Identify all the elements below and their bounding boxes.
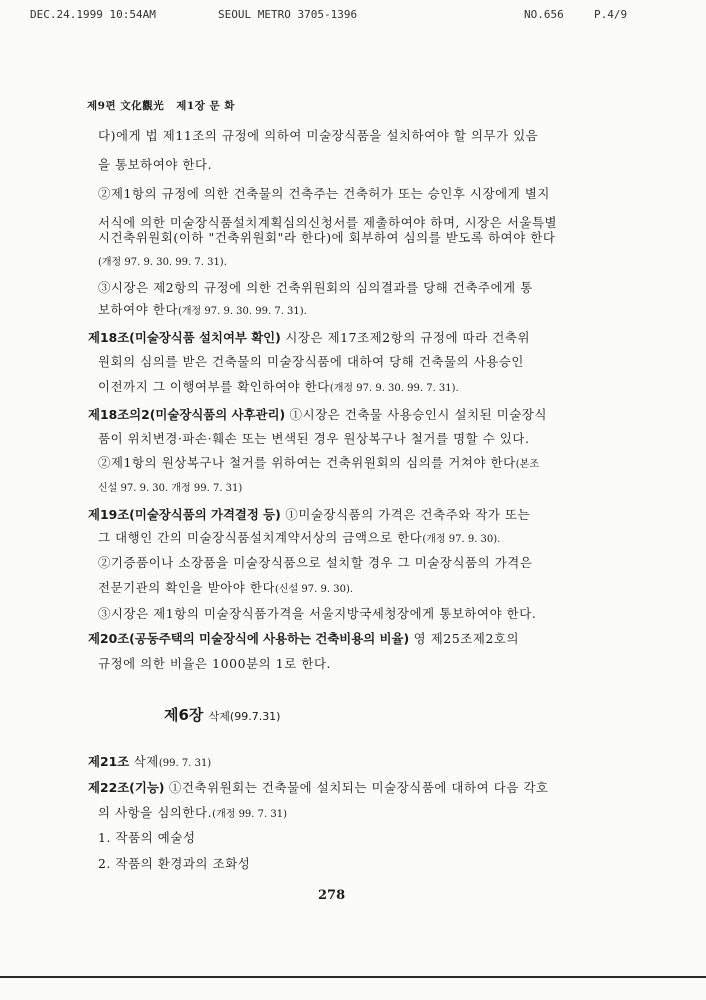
text-line [98,278,533,296]
line-text: ②기증품이나 소장품을 미술장식품으로 설치할 경우 그 미술장식품의 가격은 [98,555,533,570]
fax-number: NO.656 [524,8,564,21]
amendment-note: (개정 97. 9. 30. 99. 7. 31). [98,257,227,268]
article-heading: 제21조 [88,754,130,769]
amendment-note: (신설 97. 9. 30). [275,584,354,595]
text-line [98,126,538,144]
line-text: ①건축위원회는 건축물에 설치되는 미술장식품에 대하여 다음 각호 [164,780,549,795]
text-line [98,479,242,494]
line-text: 규정에 의한 비율은 1000분의 1로 한다. [98,656,332,671]
article-heading: 제22조(기능) [88,780,165,795]
article-21-line [88,752,211,770]
amendment-note: (개정 97. 9. 30. 99. 7. 31). [177,306,307,317]
page-number: 278 [318,888,346,903]
line-text: 원회의 심의를 받은 건축물의 미술장식품에 대하여 당해 건축물의 사용승인 [98,354,524,369]
chapter-note: 삭제(99.7.31) [208,710,281,723]
article-heading: 제18조(미술장식품 설치여부 확인) [88,330,281,345]
text-line [98,184,550,202]
running-head-chapter: 제1장 문 화 [176,100,235,112]
fax-page: P.4/9 [594,8,628,21]
text-line [98,228,555,246]
line-text: 영 제25조제2호의 [409,631,520,646]
amendment-note: (99. 7. 31) [158,758,212,769]
line-text: 전문기관의 확인을 받아야 한다 [98,580,276,595]
line-text: ①미술장식품의 가격은 건축주와 작가 또는 [280,507,531,522]
text-line [98,553,532,571]
text-line [98,604,536,622]
bottom-rule [0,976,706,978]
text-line [98,578,353,596]
article-22-line [88,778,549,796]
text-line [98,528,500,546]
running-head-part: 제9편 文化觀光 [87,100,165,112]
text-line [98,803,287,821]
amendment-note: (본조 [515,459,539,470]
line-text: 을 통보하여야 한다. [98,157,213,172]
text-line [98,300,307,318]
amendment-note: 신설 97. 9. 30. 개정 99. 7. 31) [98,483,243,494]
text-line [98,429,530,447]
text-line [98,253,227,268]
fax-date-time: DEC.24.1999 10:54AM [30,8,156,21]
text-line [98,654,331,672]
text-line [98,352,524,370]
amendment-note: (개정 99. 7. 31) [212,809,287,820]
chapter-title: 제6장 [164,706,204,724]
line-text: 이전까지 그 이행여부를 확인하여야 한다 [98,379,330,394]
line-text: ③시장은 제1항의 미술장식품가격을 서울지방국세청장에게 통보하여야 한다. [98,606,537,621]
fax-sender: SEOUL METRO 3705-1396 [218,8,358,21]
line-text: 1. 작품의 예술성 [98,830,196,845]
line-text: 2. 작품의 환경과의 조화성 [98,856,251,871]
text-line [98,155,212,173]
running-head [87,98,235,113]
line-text: 시건축위원회(이하 "건축위원회"라 한다)에 회부하여 심의를 받도록 하여야 한다 [98,230,556,245]
line-text: 품이 위치변경·파손·훼손 또는 변색된 경우 원상복구나 철거를 명할 수 있다. [98,431,530,446]
line-text: 의 사항을 심의한다. [98,805,213,820]
list-item [98,828,196,846]
line-text: 시장은 제17조제2항의 규정에 따라 건축위 [280,330,531,345]
line-text: 그 대행인 간의 미술장식품설치계약서상의 금액으로 한다 [98,530,423,545]
chapter-heading [164,704,280,725]
line-text: 보하여야 한다 [98,302,178,317]
article-19-line [88,505,530,523]
amendment-note: (개정 97. 9. 30). [422,534,501,545]
line-text: ③시장은 제2항의 규정에 의한 건축위원회의 심의결과를 당해 건축주에게 통 [98,280,533,295]
line-text: ①시장은 건축물 사용승인시 설치된 미술장식 [285,407,548,422]
amendment-note: (개정 97. 9. 30. 99. 7. 31). [329,383,459,394]
line-text: 삭제 [129,754,159,769]
line-text: 서식에 의한 미술장식품설치계획심의신청서를 제출하여야 하며, 시장은 서울특별 [98,215,558,230]
text-line [98,453,539,471]
line-text: 다)에게 법 제11조의 규정에 의하여 미술장식품을 설치하여야 할 의무가 있음 [98,128,539,143]
line-text: ②제1항의 규정에 의한 건축물의 건축주는 건축허가 또는 승인후 시장에게 별지 [98,186,550,201]
article-18-2-line [88,405,547,423]
article-20-line [88,629,519,647]
article-heading: 제18조의2(미술장식품의 사후관리) [88,407,286,422]
line-text: ②제1항의 원상복구나 철거를 위하여는 건축위원회의 심의를 거쳐야 한다 [98,455,516,470]
text-line [98,377,459,395]
article-heading: 제19조(미술장식품의 가격결정 등) [88,507,281,522]
article-18-line [88,328,530,346]
article-heading: 제20조(공동주택의 미술장식에 사용하는 건축비용의 비율) [88,631,410,646]
list-item [98,854,250,872]
